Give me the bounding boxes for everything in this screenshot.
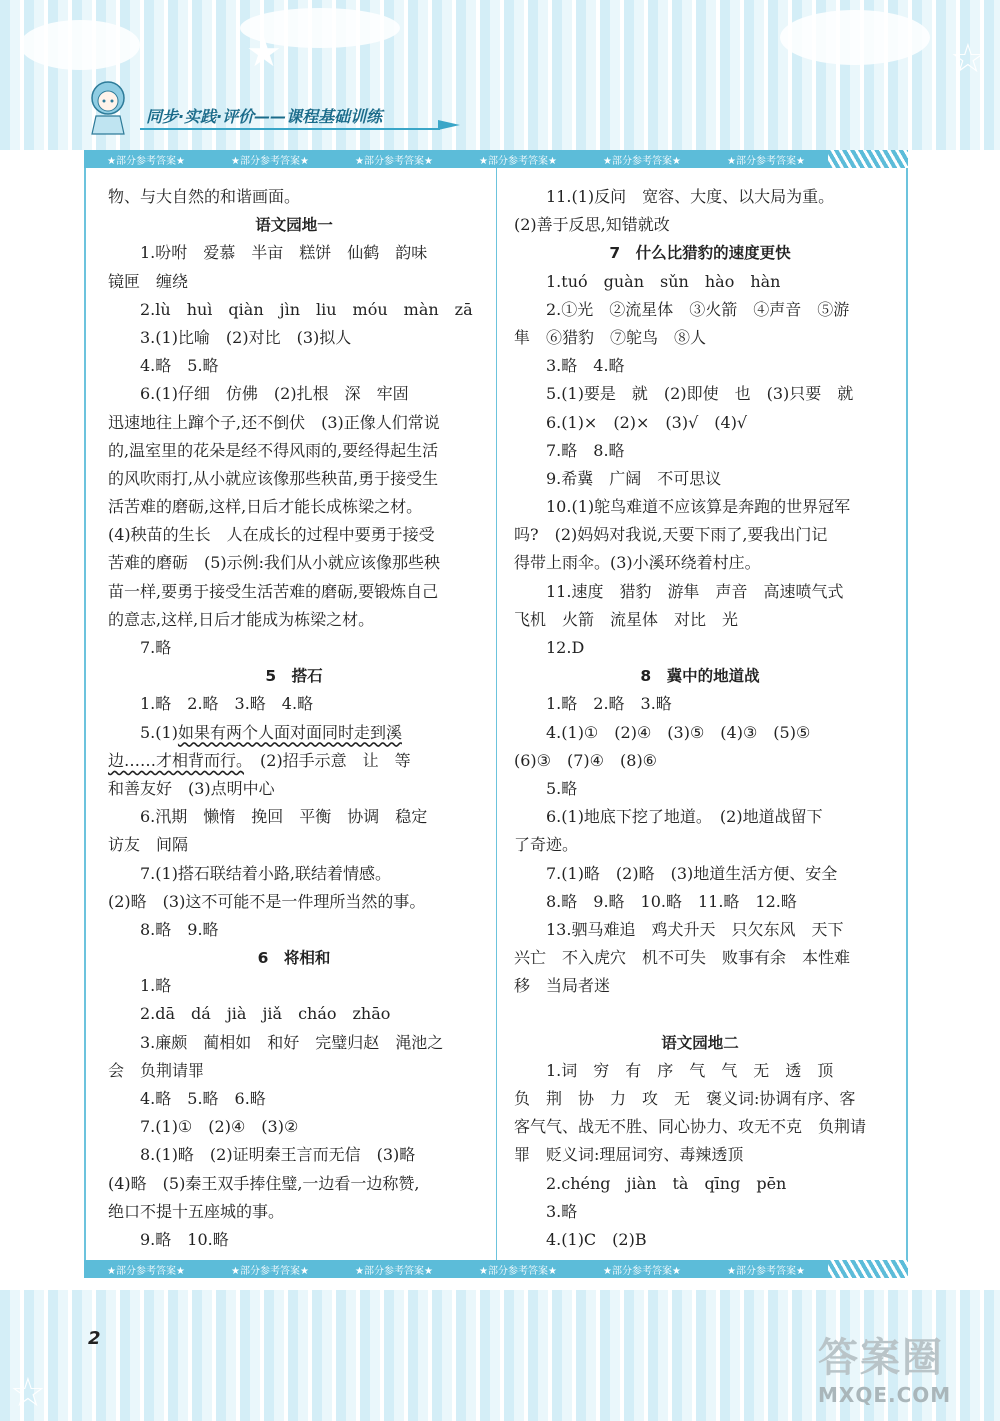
answer-text: 3.(1)比喻 (2)对比 (3)拟人	[140, 327, 352, 347]
band-tag: ★部分参考答案★	[107, 155, 185, 167]
answer-text: 负 荆 协 力 攻 无 褒义词:协调有序、客	[514, 1089, 856, 1108]
answer-text: (2)善于反思,知错就改	[514, 215, 670, 235]
answer-text: 1.略 2.略 3.略 4.略	[140, 694, 314, 714]
answer-line	[514, 211, 886, 239]
answer-text: 3.略 4.略	[546, 356, 625, 376]
answer-line	[108, 465, 480, 493]
answer-line	[108, 803, 480, 831]
answer-line	[108, 578, 480, 606]
answer-text: 苦难的磨砺 (5)示例:我们从小就应该像那些秧	[108, 553, 441, 573]
answer-text: 2.lù huì qiàn jìn liu móu màn zā	[140, 299, 473, 319]
star-icon: ☆	[10, 1370, 46, 1416]
answer-text: 会 负荆请罪	[108, 1060, 205, 1080]
right-answer-column	[514, 183, 886, 1254]
answer-text: 活苦难的磨砺,这样,日后才能长成栋梁之材。	[108, 497, 423, 517]
answer-line	[514, 409, 886, 437]
answer-text: 1.略 2.略 3.略	[546, 694, 672, 714]
answer-text: 兴亡 不入虎穴 机不可失 败事有余 本性难	[514, 948, 851, 968]
left-answer-column	[108, 183, 480, 1254]
answer-text: 5.(1)要是 就 (2)即使 也 (3)只要 就	[546, 384, 854, 404]
answer-line	[514, 1141, 886, 1169]
section-heading	[514, 239, 886, 267]
answer-text: 8.略 9.略 10.略 11.略 12.略	[546, 891, 797, 911]
answer-line	[108, 1198, 480, 1226]
answer-line	[514, 296, 886, 324]
section-heading	[108, 662, 480, 690]
answer-line	[108, 549, 480, 577]
answer-line	[514, 1226, 886, 1254]
answer-text: (4)略 (5)秦王双手捧住璧,一边看一边称赞,	[108, 1173, 420, 1193]
answer-text: 5.(1)	[140, 722, 178, 742]
star-icon: ★	[246, 30, 282, 76]
answer-line	[108, 606, 480, 634]
section-heading	[108, 211, 480, 239]
answer-line	[514, 888, 886, 916]
band-tag: ★部分参考答案★	[231, 1265, 309, 1277]
column-divider	[496, 168, 497, 1260]
watermark-sub: MXQE.COM	[818, 1383, 952, 1407]
answer-text: 11.(1)反问 宽容、大度、以大局为重。	[546, 187, 835, 206]
answer-text: 12.D	[546, 638, 585, 657]
answer-line	[108, 239, 480, 267]
cloud-decoration	[20, 20, 140, 70]
answer-line	[514, 352, 886, 380]
band-tag: ★部分参考答案★	[355, 155, 433, 167]
band-tag: ★部分参考答案★	[727, 155, 805, 167]
answer-line	[108, 1000, 480, 1028]
answer-line	[514, 916, 886, 944]
answer-line	[514, 860, 886, 888]
answer-text: 飞机 火箭 流星体 对比 光	[514, 609, 739, 629]
answer-line	[108, 493, 480, 521]
answer-line	[514, 324, 886, 352]
answer-text: 和善友好 (3)点明中心	[108, 778, 275, 798]
answer-text: 4.(1)① (2)④ (3)⑤ (4)③ (5)⑤	[546, 722, 811, 742]
answer-line	[108, 380, 480, 408]
band-tag: ★部分参考答案★	[479, 1265, 557, 1277]
section-heading	[514, 1029, 886, 1057]
answer-text: (6)③ (7)④ (8)⑥	[514, 750, 658, 770]
star-icon: ☆	[950, 36, 986, 82]
answer-text: 6.(1)仔细 仿佛 (2)扎根 深 牢固	[140, 384, 409, 404]
answer-line	[514, 1057, 886, 1085]
answer-line	[108, 437, 480, 465]
answer-line	[514, 1198, 886, 1226]
answer-line	[514, 521, 886, 549]
cartoon-girl-icon	[82, 76, 142, 136]
answer-line	[108, 352, 480, 380]
answer-line	[108, 268, 480, 296]
answer-text: 得带上雨伞。(3)小溪环绕着村庄。	[514, 553, 761, 573]
answer-line	[108, 888, 480, 916]
answer-line	[108, 775, 480, 803]
answer-text: 语文园地二	[661, 1033, 739, 1052]
answer-text: 6 将相和	[257, 949, 331, 968]
answer-line	[108, 719, 480, 747]
band-tag: ★部分参考答案★	[479, 155, 557, 167]
answer-text: 8 冀中的地道战	[640, 667, 760, 686]
underlined-answer: 边……才相背而行。	[108, 750, 245, 770]
answer-text: 2.①光 ②流星体 ③火箭 ④声音 ⑤游	[546, 299, 850, 319]
cloud-decoration	[780, 10, 930, 65]
header-arrow-icon	[438, 120, 460, 130]
answer-text: 8.(1)略 (2)证明秦王言而无信 (3)略	[140, 1145, 416, 1165]
answer-line	[514, 690, 886, 718]
page-number: 2	[88, 1328, 101, 1349]
answer-text: 吗? (2)妈妈对我说,天要下雨了,要我出门记	[514, 525, 828, 545]
answer-line	[514, 972, 886, 1000]
answer-line	[108, 972, 480, 1000]
answer-line	[514, 183, 886, 211]
answer-line	[514, 268, 886, 296]
answer-text: 苗一样,要勇于接受生活苦难的磨砺,要锻炼自己	[108, 581, 439, 601]
answer-line	[108, 1085, 480, 1113]
answer-line	[514, 1170, 886, 1198]
answer-text: 9.希冀 广阔 不可思议	[546, 468, 722, 488]
answer-line	[108, 183, 480, 211]
header-underline	[140, 128, 440, 130]
answer-text: 10.(1)鸵鸟难道不应该算是奔跑的世界冠军	[546, 497, 851, 517]
answer-line	[108, 1057, 480, 1085]
answer-line	[108, 690, 480, 718]
answer-line	[108, 1141, 480, 1169]
answer-text: 迅速地往上蹿个子,还不倒伏 (3)正像人们常说	[108, 412, 440, 432]
answer-line	[108, 831, 480, 859]
answer-line	[108, 1029, 480, 1057]
answer-line	[108, 860, 480, 888]
answer-text: 镜匣 缠绕	[108, 271, 189, 291]
answer-text: 3.略	[546, 1201, 578, 1221]
answer-text: 移 当局者迷	[514, 976, 611, 996]
answer-text: 的意志,这样,日后才能成为栋梁之材。	[108, 609, 375, 629]
answer-text: 8.略 9.略	[140, 919, 219, 939]
answer-text: 绝口不提十五座城的事。	[108, 1201, 285, 1221]
answer-line	[514, 1113, 886, 1141]
answer-line	[108, 296, 480, 324]
answer-line	[108, 1226, 480, 1254]
answer-text: 7.(1)① (2)④ (3)②	[140, 1117, 299, 1137]
section-heading	[514, 662, 886, 690]
answer-text: 7.(1)搭石联结着小路,联结着情感。	[140, 863, 392, 883]
answer-text: 6.汛期 懒惰 挽回 平衡 协调 稳定	[140, 807, 428, 827]
answer-text: 罪 贬义词:理屈词穷、毒辣透顶	[514, 1145, 744, 1165]
answer-line	[514, 747, 886, 775]
answer-text: (4)秧苗的生长 人在成长的过程中要勇于接受	[108, 525, 435, 545]
answer-text: 1.吩咐 爱慕 半亩 糕饼 仙鹤 韵味	[140, 243, 428, 263]
answer-line	[514, 803, 886, 831]
underlined-answer: 如果有两个人面对面同时走到溪	[177, 722, 402, 742]
answer-text: 4.(1)C (2)B	[546, 1229, 647, 1249]
answer-text: 6.(1)× (2)× (3)√ (4)√	[546, 412, 748, 432]
answer-text: 7.(1)略 (2)略 (3)地道生活方便、安全	[546, 863, 838, 883]
answer-line	[514, 549, 886, 577]
answer-text: 4.略 5.略	[140, 356, 219, 376]
answer-text: 客气气、战无不胜、同心协力、攻无不克 负荆请	[514, 1117, 867, 1137]
watermark-main: 答案圈	[818, 1335, 944, 1381]
answer-text: 1.略	[140, 976, 172, 996]
band-tag: ★部分参考答案★	[355, 1265, 433, 1277]
answer-text: 访友 间隔	[108, 835, 189, 855]
band-tag: ★部分参考答案★	[603, 155, 681, 167]
section-heading	[108, 944, 480, 972]
answer-text: 4.略 5.略 6.略	[140, 1089, 266, 1108]
answer-text: 5.略	[546, 778, 578, 798]
answer-band-top	[84, 150, 908, 168]
site-watermark	[818, 1326, 978, 1412]
answer-line	[514, 1000, 886, 1028]
answer-line	[108, 409, 480, 437]
answer-text: 的,温室里的花朵是经不得风雨的,要经得起生活	[108, 440, 439, 460]
answer-text: 1.词 穷 有 序 气 气 无 透 顶	[546, 1060, 834, 1080]
answer-line	[514, 493, 886, 521]
answer-line	[514, 465, 886, 493]
answer-line	[108, 1113, 480, 1141]
answer-text: 1.tuó guàn sǔn hào hàn	[546, 271, 781, 291]
answer-text: 5 搭石	[265, 667, 323, 686]
answer-line	[514, 719, 886, 747]
answer-line	[514, 831, 886, 859]
answer-text: 11.速度 猎豹 游隼 声音 高速喷气式	[546, 581, 844, 601]
answer-text: 的风吹雨打,从小就应该像那些秧苗,勇于接受生	[108, 468, 439, 488]
answer-line	[514, 606, 886, 634]
answer-text: (2)招手示意 让 等	[244, 750, 411, 770]
band-tag: ★部分参考答案★	[107, 1265, 185, 1277]
answer-text: 3.廉颇 蔺相如 和好 完璧归赵 渑池之	[140, 1032, 444, 1052]
answer-line	[514, 578, 886, 606]
answer-line	[514, 380, 886, 408]
answer-text: (2)略 (3)这不可能不是一件理所当然的事。	[108, 891, 426, 911]
answer-text: 语文园地一	[255, 216, 333, 235]
answer-text: 9.略 10.略	[140, 1229, 229, 1249]
answer-text: 6.(1)地底下挖了地道。 (2)地道战留下	[546, 807, 823, 827]
answer-text: 7.略 8.略	[546, 440, 625, 460]
answer-line	[108, 324, 480, 352]
answer-line	[514, 634, 886, 662]
series-title: 同步·实践·评价——课程基础训练	[146, 107, 383, 126]
answer-line	[108, 521, 480, 549]
band-tag: ★部分参考答案★	[727, 1265, 805, 1277]
answer-text: 隼 ⑥猎豹 ⑦鸵鸟 ⑧人	[514, 327, 707, 347]
answer-line	[514, 944, 886, 972]
answer-band-bottom	[84, 1260, 908, 1278]
answer-text: 7.略	[140, 638, 172, 657]
band-tag: ★部分参考答案★	[603, 1265, 681, 1277]
answer-text: 7 什么比猎豹的速度更快	[609, 244, 791, 263]
answer-text: 13.驷马难追 鸡犬升天 只欠东风 天下	[546, 919, 844, 939]
answer-line	[108, 1170, 480, 1198]
answer-text: 2.chéng jiàn tà qīng pēn	[546, 1173, 787, 1193]
answer-line	[108, 634, 480, 662]
answer-line	[108, 747, 480, 775]
answer-line	[514, 775, 886, 803]
answer-text: 了奇迹。	[514, 835, 579, 855]
band-hatch	[828, 150, 908, 168]
answer-line	[108, 916, 480, 944]
band-hatch	[828, 1260, 908, 1278]
answer-line	[514, 437, 886, 465]
answer-text: 2.dā dá jià jiǎ cháo zhāo	[140, 1004, 391, 1024]
band-tag: ★部分参考答案★	[231, 155, 309, 167]
answer-line	[514, 1085, 886, 1113]
answer-text: 物、与大自然的和谐画面。	[108, 187, 301, 206]
